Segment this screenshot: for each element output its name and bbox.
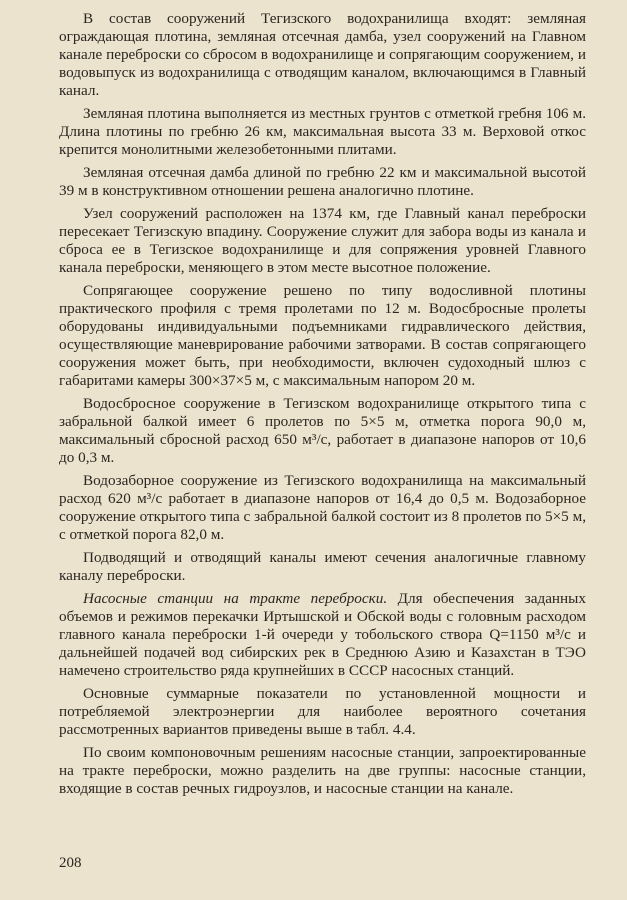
paragraph-station-groups: По своим компоновочным решениям насосные станции, запроектированные на тракте переброски, можно разделить на две группы: насосные станции, входящие в состав речных гидроузлов, и насосные станции на канале. — [59, 744, 586, 797]
paragraph-reservoir-structures: В состав сооружений Тегизского водохранилища входят: земляная ограждающая плотина, земляная отсечная дамба, узел сооружений на Главном канале переброски со сбросом в водохранилище и сопрягающим сооружением, и водовыпуск из водохранилища с отводящим каналом, включающимся в Главный канал. — [59, 10, 586, 99]
paragraph-structure-node: Узел сооружений расположен на 1374 км, где Главный канал переброски пересекает Тегизскую впадину. Сооружение служит для забора воды из канала и сброса ее в Тегизское водохранилище и для сопряжения уровней Главного канала переброски, меняющего в этом месте высотное положение. — [59, 205, 586, 276]
body-text — [59, 10, 586, 803]
page-number: 208 — [59, 855, 82, 871]
paragraph-summary-indicators: Основные суммарные показатели по установленной мощности и потребляемой электроэнергии для наиболее вероятного сочетания рассмотренных вариантов приведены выше в табл. 4.4. — [59, 685, 586, 738]
pumping-stations-text: Для обеспечения заданных объемов и режимов перекачки Иртышской и Обской воды с головным расходом главного канала переброски 1-й очереди у тобольского створа Q=1150 м³/с и дальнейшей подачей вод сибирских рек в Среднюю Азию и Казахстан в ТЭО намечено строительство ряда крупнейших в СССР насосных станций. — [59, 590, 586, 679]
paragraph-coupling-structure: Сопрягающее сооружение решено по типу водосливной плотины практического профиля с тремя пролетами по 12 м. Водосбросные пролеты оборудованы индивидуальными подъемниками гидравлического действия, осуществляющие маневрирование рабочими затворами. В состав сопрягающего сооружения может быть, при необходимости, включен судоходный шлюз с габаритами камеры 300×37×5 м, с максимальным напором 20 м. — [59, 282, 586, 389]
paragraph-spillway: Водосбросное сооружение в Тегизском водохранилище открытого типа с забральной балкой имеет 6 пролетов по 5×5 м, отметка порога 90,0 м, максимальный сбросной расход 650 м³/с, работает в диапазоне напоров от 10,6 до 0,3 м. — [59, 395, 586, 466]
paragraph-pumping-stations — [59, 590, 586, 680]
pumping-stations-heading: Насосные станции на тракте переброски. — [83, 590, 388, 607]
paragraph-earth-dam: Земляная плотина выполняется из местных грунтов с отметкой гребня 106 м. Длина плотины по гребню 26 км, максимальная высота 33 м. Верховой откос крепится монолитными железобетонными плитами. — [59, 105, 586, 158]
paragraph-water-intake: Водозаборное сооружение из Тегизского водохранилища на максимальный расход 620 м³/с работает в диапазоне напоров от 16,4 до 0,5 м. Водозаборное сооружение открытого типа с забральной балкой состоит из 8 пролетов по 5×5 м, с отметкой порога 82,0 м. — [59, 472, 586, 543]
paragraph-cutoff-dike: Земляная отсечная дамба длиной по гребню 22 км и максимальной высотой 39 м в конструктивном отношении решена аналогично плотине. — [59, 164, 586, 199]
paragraph-canals: Подводящий и отводящий каналы имеют сечения аналогичные главному каналу переброски. — [59, 549, 586, 584]
